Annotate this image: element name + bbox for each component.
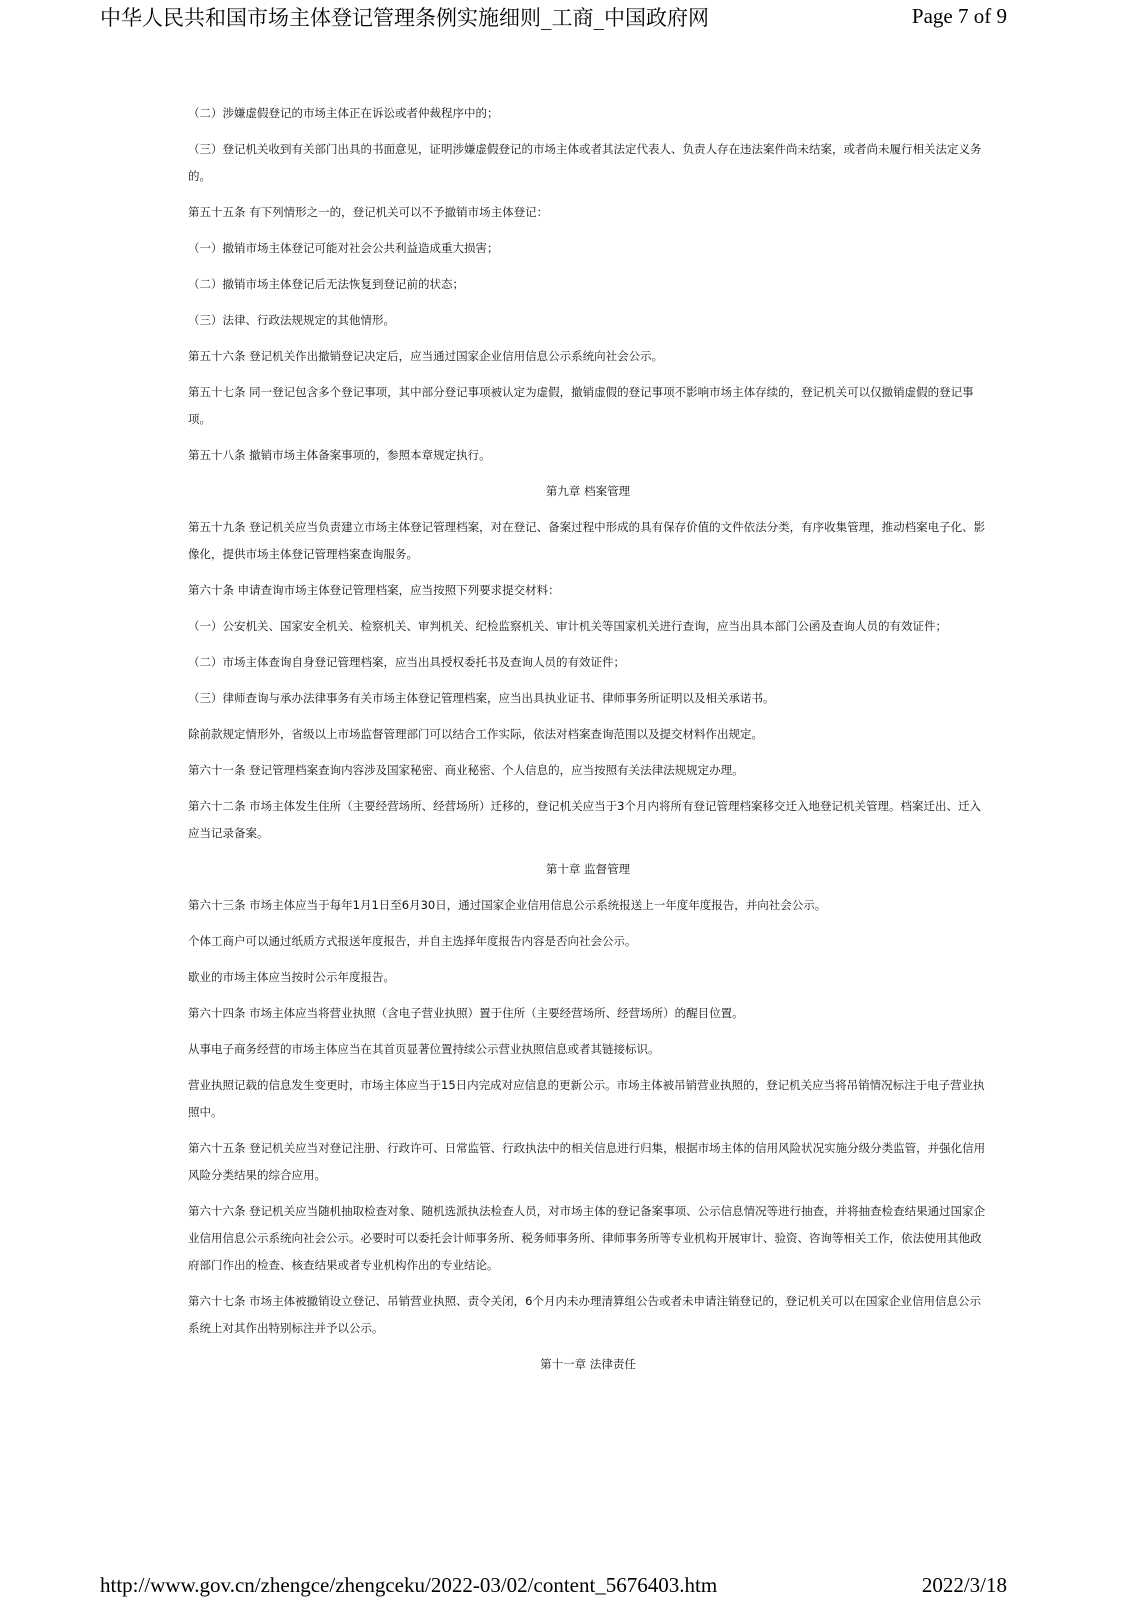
- article-paragraph: 第六十二条 市场主体发生住所（主要经营场所、经营场所）迁移的，登记机关应当于3个月内将所有登记管理档案移交迁入地登记机关管理。档案迁出、迁入应当记录备案。: [188, 799, 981, 840]
- article-paragraph: 个体工商户可以通过纸质方式报送年度报告，并自主选择年度报告内容是否向社会公示。: [188, 934, 637, 948]
- article-paragraph: 第五十五条 有下列情形之一的，登记机关可以不予撤销市场主体登记：: [188, 205, 549, 219]
- article-paragraph: 第五十六条 登记机关作出撤销登记决定后，应当通过国家企业信用信息公示系统向社会公示。: [188, 349, 664, 363]
- article-paragraph: 除前款规定情形外，省级以上市场监督管理部门可以结合工作实际，依法对档案查询范围以及提交材料作出规定。: [188, 727, 763, 741]
- print-footer-date: 2022/3/18: [921, 1573, 1007, 1597]
- print-footer-url: http://www.gov.cn/zhengce/zhengceku/2022-03/02/content_5676403.htm: [100, 1573, 718, 1597]
- chapter-heading: 第九章 档案管理: [545, 484, 631, 498]
- document-body: [188, 100, 988, 1387]
- article-paragraph: （一）撤销市场主体登记可能对社会公共利益造成重大损害；: [188, 241, 499, 255]
- article-paragraph: 第六十一条 登记管理档案查询内容涉及国家秘密、商业秘密、个人信息的，应当按照有关法律法规规定办理。: [188, 763, 744, 777]
- article-paragraph: 第六十七条 市场主体被撤销设立登记、吊销营业执照、责令关闭，6个月内未办理清算组公告或者未申请注销登记的，登记机关可以在国家企业信用信息公示系统上对其作出特别标注并予以公示。: [188, 1294, 981, 1335]
- chapter-heading: 第十章 监督管理: [545, 862, 631, 876]
- article-paragraph: 从事电子商务经营的市场主体应当在其首页显著位置持续公示营业执照信息或者其链接标识。: [188, 1042, 660, 1056]
- article-paragraph: （一）公安机关、国家安全机关、检察机关、审判机关、纪检监察机关、审计机关等国家机关进行查询，应当出具本部门公函及查询人员的有效证件；: [188, 619, 947, 633]
- article-paragraph: （三）法律、行政法规规定的其他情形。: [188, 313, 395, 327]
- article-paragraph: 第五十八条 撤销市场主体备案事项的，参照本章规定执行。: [188, 448, 491, 462]
- article-paragraph: 第六十三条 市场主体应当于每年1月1日至6月30日，通过国家企业信用信息公示系统报送上一年度年度报告，并向社会公示。: [188, 898, 827, 912]
- article-paragraph: 第五十九条 登记机关应当负责建立市场主体登记管理档案，对在登记、备案过程中形成的具有保存价值的文件依法分类，有序收集管理，推动档案电子化、影像化，提供市场主体登记管理档案查询服务。: [188, 520, 986, 561]
- article-paragraph: 营业执照记载的信息发生变更时，市场主体应当于15日内完成对应信息的更新公示。市场主体被吊销营业执照的，登记机关应当将吊销情况标注于电子营业执照中。: [188, 1078, 985, 1119]
- print-header-page-number: Page 7 of 9: [911, 4, 1007, 28]
- article-paragraph: （二）撤销市场主体登记后无法恢复到登记前的状态；: [188, 277, 464, 291]
- article-paragraph: 歇业的市场主体应当按时公示年度报告。: [188, 970, 395, 984]
- article-paragraph: （二）市场主体查询自身登记管理档案，应当出具授权委托书及查询人员的有效证件；: [188, 655, 625, 669]
- article-paragraph: （三）律师查询与承办法律事务有关市场主体登记管理档案，应当出具执业证书、律师事务所证明以及相关承诺书。: [188, 691, 775, 705]
- chapter-heading: 第十一章 法律责任: [540, 1357, 636, 1371]
- article-paragraph: 第六十四条 市场主体应当将营业执照（含电子营业执照）置于住所（主要经营场所、经营场所）的醒目位置。: [188, 1006, 744, 1020]
- article-paragraph: 第五十七条 同一登记包含多个登记事项，其中部分登记事项被认定为虚假，撤销虚假的登记事项不影响市场主体存续的，登记机关可以仅撤销虚假的登记事项。: [188, 385, 974, 426]
- article-paragraph: 第六十条 申请查询市场主体登记管理档案，应当按照下列要求提交材料：: [188, 583, 560, 597]
- article-paragraph: 第六十五条 登记机关应当对登记注册、行政许可、日常监管、行政执法中的相关信息进行归集，根据市场主体的信用风险状况实施分级分类监管，并强化信用风险分类结果的综合应用。: [188, 1141, 986, 1182]
- article-paragraph: （二）涉嫌虚假登记的市场主体正在诉讼或者仲裁程序中的；: [188, 106, 499, 120]
- print-header-title: 中华人民共和国市场主体登记管理条例实施细则_工商_中国政府网: [100, 6, 709, 30]
- article-paragraph: （三）登记机关收到有关部门出具的书面意见，证明涉嫌虚假登记的市场主体或者其法定代表人、负责人存在违法案件尚未结案，或者尚未履行相关法定义务的。: [188, 142, 982, 183]
- article-paragraph: 第六十六条 登记机关应当随机抽取检查对象、随机选派执法检查人员，对市场主体的登记备案事项、公示信息情况等进行抽查，并将抽查检查结果通过国家企业信用信息公示系统向社会公示。必要时可以委托会计师事务所、税务师事务所、律师事务所等专业机构开展审计、验资、咨询等相关工作，依法使用其他政府部门作出的检查、核查结果或者专业机构作出的专业结论。: [188, 1204, 986, 1272]
